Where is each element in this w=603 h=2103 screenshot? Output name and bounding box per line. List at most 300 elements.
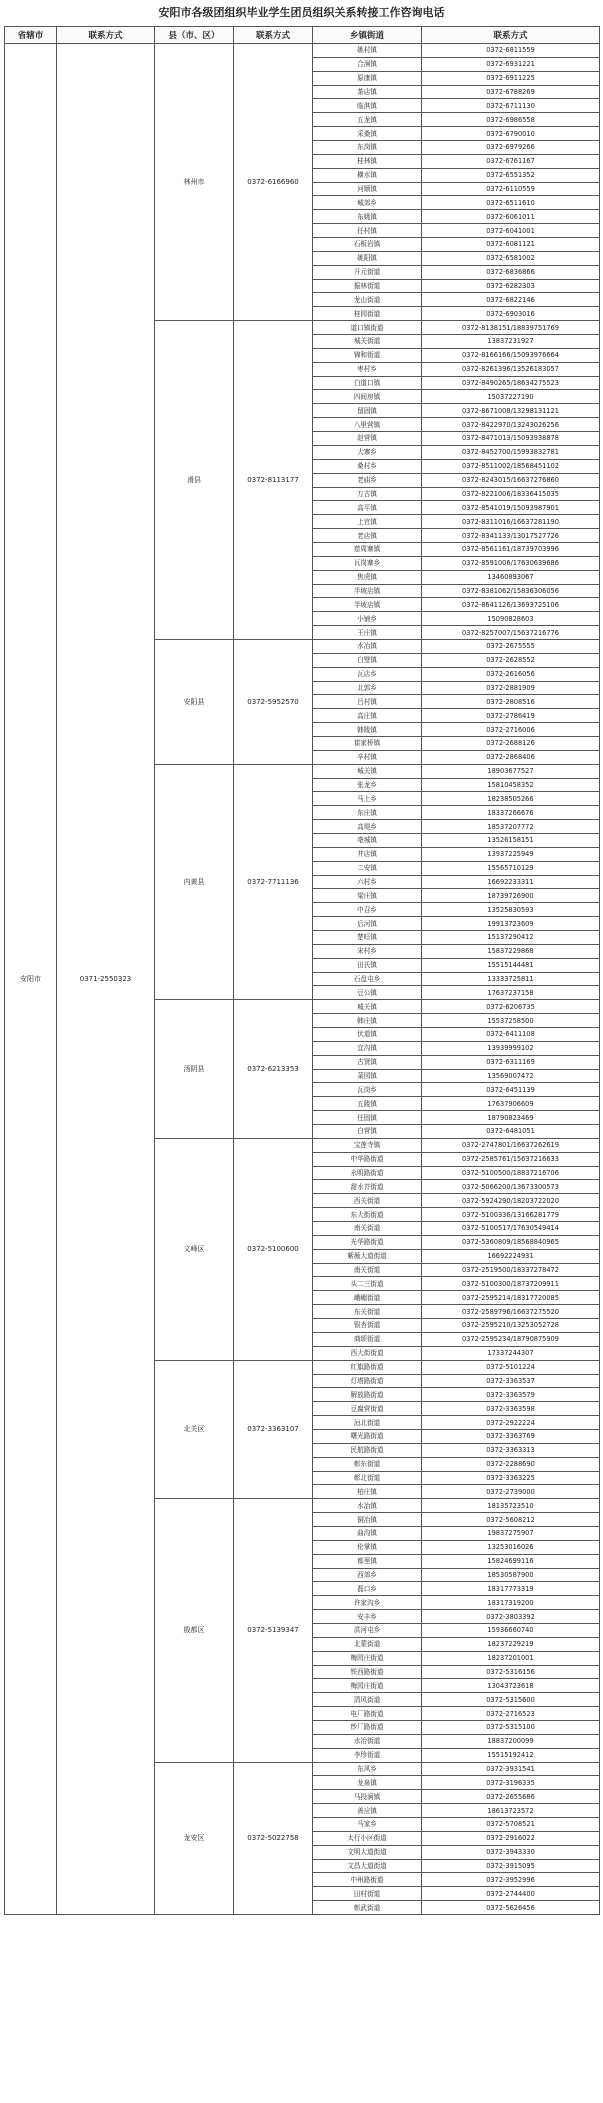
town-name: 都里镇 (313, 1554, 422, 1568)
town-phone: 0372-2595234/18790875909 (422, 1332, 600, 1346)
town-name: 宜沟镇 (313, 1041, 422, 1055)
town-name: 紫薇大道街道 (313, 1249, 422, 1263)
town-phone: 0372-2786419 (422, 709, 600, 723)
town-phone: 0372-2739000 (422, 1485, 600, 1499)
town-name: 东大街街道 (313, 1208, 422, 1222)
town-name: 水冶镇 (313, 639, 422, 653)
town-name: 高庄镇 (313, 709, 422, 723)
town-name: 水冶镇 (313, 1499, 422, 1513)
town-phone: 18613723572 (422, 1804, 600, 1818)
town-phone: 18317773319 (422, 1582, 600, 1596)
town-phone: 0372-6711130 (422, 99, 600, 113)
town-phone: 17337244307 (422, 1346, 600, 1360)
town-name: 南关街道 (313, 1263, 422, 1277)
town-phone: 13043723618 (422, 1679, 600, 1693)
town-phone: 18317319200 (422, 1596, 600, 1610)
town-phone: 0372-2288690 (422, 1457, 600, 1471)
town-name: 龙山街道 (313, 293, 422, 307)
town-name: 王庄镇 (313, 626, 422, 640)
county-name: 北关区 (155, 1360, 234, 1499)
town-phone: 0372-6790010 (422, 127, 600, 141)
county-phone: 0372-6213353 (234, 1000, 313, 1139)
town-name: 西关街道 (313, 1194, 422, 1208)
town-name: 梁庄镇 (313, 889, 422, 903)
town-name: 合涧镇 (313, 57, 422, 71)
town-name: 银杏街道 (313, 1319, 422, 1333)
city-phone: 0371-2550323 (57, 44, 155, 1915)
town-name: 头二三街道 (313, 1277, 422, 1291)
header-city-phone: 联系方式 (57, 27, 155, 44)
town-phone: 13526158151 (422, 833, 600, 847)
town-name: 马上乡 (313, 792, 422, 806)
town-name: 石板岩镇 (313, 238, 422, 252)
town-phone: 13333725811 (422, 972, 600, 986)
town-phone: 0372-2585761/15637216633 (422, 1152, 600, 1166)
town-name: 辛村镇 (313, 750, 422, 764)
town-name: 北郭乡 (313, 681, 422, 695)
town-name: 西大街街道 (313, 1346, 422, 1360)
town-phone: 0372-8422970/13243026256 (422, 418, 600, 432)
town-name: 白道口镇 (313, 376, 422, 390)
town-phone: 0372-8490265/18634275523 (422, 376, 600, 390)
town-name: 田氏镇 (313, 958, 422, 972)
town-phone: 0372-6551352 (422, 168, 600, 182)
town-phone: 0372-3363579 (422, 1388, 600, 1402)
county-name: 汤阴县 (155, 1000, 234, 1139)
town-phone: 0372-6911225 (422, 71, 600, 85)
town-name: 柏庄镇 (313, 1485, 422, 1499)
town-phone: 0372-8243015/16637276860 (422, 473, 600, 487)
town-name: 桂林镇 (313, 154, 422, 168)
town-name: 白璧镇 (313, 653, 422, 667)
town-phone: 15037227190 (422, 390, 600, 404)
town-phone: 0372-5708521 (422, 1818, 600, 1832)
town-name: 梅园庄街道 (313, 1679, 422, 1693)
town-phone: 18237229219 (422, 1637, 600, 1651)
town-phone: 0372-8261396/13526183057 (422, 362, 600, 376)
county-phone: 0372-5100600 (234, 1138, 313, 1360)
town-phone: 0372-2747801/16637262619 (422, 1138, 600, 1152)
town-phone: 18337266676 (422, 806, 600, 820)
town-name: 瓦岗乡 (313, 1083, 422, 1097)
town-name: 城关镇 (313, 764, 422, 778)
town-name: 红旗路街道 (313, 1360, 422, 1374)
town-phone: 0372-5924290/18203722020 (422, 1194, 600, 1208)
town-name: 半坡店镇 (313, 584, 422, 598)
town-phone: 0372-3196335 (422, 1776, 600, 1790)
town-name: 彰北街道 (313, 1471, 422, 1485)
header-city: 省辖市 (5, 27, 57, 44)
town-name: 锦和街道 (313, 348, 422, 362)
town-phone: 0372-8591006/17630639686 (422, 556, 600, 570)
town-name: 城郊乡 (313, 196, 422, 210)
town-name: 南关街道 (313, 1222, 422, 1236)
town-name: 任村镇 (313, 224, 422, 238)
town-name: 后河镇 (313, 917, 422, 931)
town-phone: 0372-2519500/18337278472 (422, 1263, 600, 1277)
town-phone: 13525830593 (422, 903, 600, 917)
town-phone: 0372-2716523 (422, 1707, 600, 1721)
town-phone: 17637237158 (422, 986, 600, 1000)
town-name: 四间房镇 (313, 390, 422, 404)
county-phone: 0372-7711136 (234, 764, 313, 1000)
town-name: 赵营镇 (313, 432, 422, 446)
town-name: 桑村乡 (313, 459, 422, 473)
town-name: 中华路街道 (313, 1152, 422, 1166)
town-name: 宋村乡 (313, 944, 422, 958)
town-name: 东岗镇 (313, 141, 422, 155)
table-row (5, 44, 600, 58)
town-name: 韩庄镇 (313, 1014, 422, 1028)
town-phone: 0372-6282303 (422, 279, 600, 293)
town-name: 慈周寨镇 (313, 542, 422, 556)
town-name: 白营镇 (313, 1125, 422, 1139)
town-phone: 15824699116 (422, 1554, 600, 1568)
town-name: 东姚镇 (313, 210, 422, 224)
town-phone: 13837231927 (422, 335, 600, 349)
town-name: 张龙乡 (313, 778, 422, 792)
town-name: 民航路街道 (313, 1443, 422, 1457)
town-name: 河顺镇 (313, 182, 422, 196)
town-name: 商颂街道 (313, 1332, 422, 1346)
town-phone: 0372-2881909 (422, 681, 600, 695)
town-phone: 0372-5360809/18568840965 (422, 1235, 600, 1249)
town-name: 水冶街道 (313, 1734, 422, 1748)
town-name: 清风街道 (313, 1693, 422, 1707)
county-name: 殷都区 (155, 1499, 234, 1762)
town-phone: 0372-8541019/15093987901 (422, 501, 600, 515)
town-name: 石盘屯乡 (313, 972, 422, 986)
town-phone: 0372-2808516 (422, 695, 600, 709)
town-name: 城关街道 (313, 335, 422, 349)
town-name: 姚村镇 (313, 44, 422, 58)
town-phone: 0372-6903016 (422, 307, 600, 321)
town-phone: 0372-8221006/18336415035 (422, 487, 600, 501)
town-phone: 0372-3363769 (422, 1429, 600, 1443)
town-name: 韩陵镇 (313, 723, 422, 737)
town-name: 楚旺镇 (313, 931, 422, 945)
town-phone: 15137290412 (422, 931, 600, 945)
town-name: 任固镇 (313, 1111, 422, 1125)
town-phone: 0372-2675555 (422, 639, 600, 653)
town-name: 井店镇 (313, 847, 422, 861)
town-name: 古贤镇 (313, 1055, 422, 1069)
town-phone: 18135723510 (422, 1499, 600, 1513)
contact-table (4, 26, 600, 1915)
town-phone: 0372-5626456 (422, 1901, 600, 1915)
town-phone: 0372-6581002 (422, 251, 600, 265)
town-phone: 0372-8471013/15093938878 (422, 432, 600, 446)
town-phone: 18537207772 (422, 820, 600, 834)
town-name: 八里营镇 (313, 418, 422, 432)
town-name: 中召乡 (313, 903, 422, 917)
town-name: 姚阳镇 (313, 251, 422, 265)
town-phone: 0372-6206735 (422, 1000, 600, 1014)
town-phone: 15565710129 (422, 861, 600, 875)
town-name: 峨嵋街道 (313, 1291, 422, 1305)
town-name: 东风乡 (313, 1762, 422, 1776)
town-name: 东关街道 (313, 1305, 422, 1319)
town-phone: 0372-8381062/15836306056 (422, 584, 600, 598)
town-name: 道口镇街道 (313, 321, 422, 335)
town-name: 六村乡 (313, 875, 422, 889)
town-phone: 18530587900 (422, 1568, 600, 1582)
town-name: 梅园庄街道 (313, 1651, 422, 1665)
town-phone: 0372-2868406 (422, 750, 600, 764)
town-phone: 0372-8452700/15993832781 (422, 445, 600, 459)
town-phone: 0372-6788269 (422, 85, 600, 99)
town-name: 半坡店镇 (313, 598, 422, 612)
county-phone: 0372-3363107 (234, 1360, 313, 1499)
town-name: 桂园街道 (313, 307, 422, 321)
header-county: 县（市、区） (155, 27, 234, 44)
town-name: 灯塔路街道 (313, 1374, 422, 1388)
town-phone: 0372-5066200/13673300573 (422, 1180, 600, 1194)
town-phone: 0372-6822146 (422, 293, 600, 307)
town-name: 大寨乡 (313, 445, 422, 459)
town-name: 吕村镇 (313, 695, 422, 709)
town-phone: 0372-6511610 (422, 196, 600, 210)
town-phone: 0372-3363537 (422, 1374, 600, 1388)
town-name: 中州路街道 (313, 1873, 422, 1887)
town-name: 瓦店乡 (313, 667, 422, 681)
town-name: 振林街道 (313, 279, 422, 293)
town-name: 开元街道 (313, 265, 422, 279)
town-phone: 0372-8257007/15637216776 (422, 626, 600, 640)
town-phone: 0372-8311016/16637281190 (422, 515, 600, 529)
county-phone: 0372-6166960 (234, 44, 313, 321)
town-phone: 0372-8561161/18739703996 (422, 542, 600, 556)
town-phone: 0372-5100300/18737209911 (422, 1277, 600, 1291)
town-phone: 0372-2655686 (422, 1790, 600, 1804)
town-phone: 0372-6979266 (422, 141, 600, 155)
town-name: 豆腐营街道 (313, 1402, 422, 1416)
town-name: 马家乡 (313, 1818, 422, 1832)
town-name: 上官镇 (313, 515, 422, 529)
town-phone: 0372-8671008/13298131121 (422, 404, 600, 418)
town-name: 彰武街道 (313, 1901, 422, 1915)
town-phone: 0372-8511002/18568451102 (422, 459, 600, 473)
town-phone: 16692224931 (422, 1249, 600, 1263)
county-phone: 0372-5022758 (234, 1762, 313, 1914)
town-name: 铜冶镇 (313, 1513, 422, 1527)
town-phone: 0372-2628552 (422, 653, 600, 667)
town-name: 文昌大道街道 (313, 1859, 422, 1873)
town-phone: 16692233311 (422, 875, 600, 889)
town-phone: 0372-6061011 (422, 210, 600, 224)
page-title: 安阳市各级团组织毕业学生团员组织关系转接工作咨询电话 (158, 6, 445, 19)
town-name: 北蒙街道 (313, 1637, 422, 1651)
town-phone: 0372-8641126/13693725106 (422, 598, 600, 612)
town-name: 曙光路街道 (313, 1429, 422, 1443)
town-phone: 0372-3363598 (422, 1402, 600, 1416)
town-phone: 0372-6110559 (422, 182, 600, 196)
town-name: 临淇镇 (313, 99, 422, 113)
town-name: 原康镇 (313, 71, 422, 85)
town-phone: 13939999102 (422, 1041, 600, 1055)
town-name: 电厂路街道 (313, 1707, 422, 1721)
town-phone: 0372-8138151/18839751769 (422, 321, 600, 335)
county-name: 安阳县 (155, 639, 234, 764)
town-name: 纱厂路街道 (313, 1720, 422, 1734)
town-name: 龙泉镇 (313, 1776, 422, 1790)
town-name: 解放路街道 (313, 1388, 422, 1402)
town-name: 铁西路街道 (313, 1665, 422, 1679)
town-name: 文明大道街道 (313, 1845, 422, 1859)
town-phone: 15515144481 (422, 958, 600, 972)
town-phone: 0372-2688126 (422, 736, 600, 750)
town-phone: 0372-2922224 (422, 1416, 600, 1430)
town-phone: 0372-3952996 (422, 1873, 600, 1887)
town-phone: 0372-6411108 (422, 1028, 600, 1042)
town-name: 崔家桥镇 (313, 736, 422, 750)
county-name: 内黄县 (155, 764, 234, 1000)
town-name: 伏道镇 (313, 1028, 422, 1042)
town-phone: 0372-2616056 (422, 667, 600, 681)
city-name: 安阳市 (5, 44, 57, 1915)
town-phone: 0372-2589796/16637275520 (422, 1305, 600, 1319)
town-name: 豆公镇 (313, 986, 422, 1000)
town-name: 彰东街道 (313, 1457, 422, 1471)
town-phone: 0372-3931541 (422, 1762, 600, 1776)
header-county-phone: 联系方式 (234, 27, 313, 44)
town-phone: 0372-5315100 (422, 1720, 600, 1734)
town-name: 马投涧镇 (313, 1790, 422, 1804)
town-name: 光华路街道 (313, 1235, 422, 1249)
town-phone: 0372-3915095 (422, 1859, 600, 1873)
town-name: 老店镇 (313, 529, 422, 543)
town-phone: 18790823469 (422, 1111, 600, 1125)
town-phone: 0372-6836866 (422, 265, 600, 279)
town-phone: 0372-6811559 (422, 44, 600, 58)
town-name: 横水镇 (313, 168, 422, 182)
town-name: 菜园镇 (313, 1069, 422, 1083)
town-phone: 0372-2716006 (422, 723, 600, 737)
county-phone: 0372-8113177 (234, 321, 313, 640)
town-name: 枣村乡 (313, 362, 422, 376)
town-phone: 0372-6986558 (422, 113, 600, 127)
town-name: 洹北街道 (313, 1416, 422, 1430)
town-name: 田村街道 (313, 1887, 422, 1901)
town-phone: 0372-6041001 (422, 224, 600, 238)
town-name: 留固镇 (313, 404, 422, 418)
town-phone: 0372-5101224 (422, 1360, 600, 1374)
town-name: 茶店镇 (313, 85, 422, 99)
town-phone: 13569007472 (422, 1069, 600, 1083)
town-name: 老庙乡 (313, 473, 422, 487)
town-phone: 0372-2916022 (422, 1831, 600, 1845)
town-phone: 13253016026 (422, 1540, 600, 1554)
town-phone: 0372-8166166/15093976664 (422, 348, 600, 362)
town-name: 五陵镇 (313, 1097, 422, 1111)
town-phone: 19913723609 (422, 917, 600, 931)
town-phone: 0372-6761167 (422, 154, 600, 168)
town-phone: 18238505266 (422, 792, 600, 806)
town-phone: 19837275907 (422, 1526, 600, 1540)
town-phone: 18903677527 (422, 764, 600, 778)
header-row (5, 27, 600, 44)
town-phone: 0372-8341133/13017527726 (422, 529, 600, 543)
town-name: 高堤乡 (313, 820, 422, 834)
town-name: 小铺乡 (313, 612, 422, 626)
town-phone: 17637906609 (422, 1097, 600, 1111)
town-name: 甜水井街道 (313, 1180, 422, 1194)
town-name: 洪河屯乡 (313, 1623, 422, 1637)
town-name: 城关镇 (313, 1000, 422, 1014)
town-phone: 13460893067 (422, 570, 600, 584)
town-phone: 0372-5315600 (422, 1693, 600, 1707)
town-name: 高平镇 (313, 501, 422, 515)
town-phone: 18837200099 (422, 1734, 600, 1748)
town-name: 采桑镇 (313, 127, 422, 141)
town-phone: 0372-2744400 (422, 1887, 600, 1901)
town-name: 宝莲寺镇 (313, 1138, 422, 1152)
town-phone: 18237201001 (422, 1651, 600, 1665)
town-phone: 0372-6311169 (422, 1055, 600, 1069)
town-name: 许家沟乡 (313, 1596, 422, 1610)
town-phone: 0372-5100500/18837216706 (422, 1166, 600, 1180)
town-phone: 13937225949 (422, 847, 600, 861)
header-town-phone: 联系方式 (422, 27, 600, 44)
town-phone: 0372-5100517/17630549414 (422, 1222, 600, 1236)
town-name: 李珍街道 (313, 1748, 422, 1762)
town-name: 焦虎镇 (313, 570, 422, 584)
town-phone: 15090828603 (422, 612, 600, 626)
table-body (5, 44, 600, 1915)
town-name: 万古镇 (313, 487, 422, 501)
town-name: 东庄镇 (313, 806, 422, 820)
town-name: 太行小区街道 (313, 1831, 422, 1845)
county-phone: 0372-5139347 (234, 1499, 313, 1762)
county-name: 文峰区 (155, 1138, 234, 1360)
town-name: 亳城镇 (313, 833, 422, 847)
town-phone: 15515192412 (422, 1748, 600, 1762)
town-phone: 0372-6931221 (422, 57, 600, 71)
town-phone: 0372-3363313 (422, 1443, 600, 1457)
town-name: 瓦岗寨乡 (313, 556, 422, 570)
county-name: 林州市 (155, 44, 234, 321)
town-name: 善应镇 (313, 1804, 422, 1818)
county-name: 龙安区 (155, 1762, 234, 1914)
county-name: 滑县 (155, 321, 234, 640)
town-phone: 0372-5608212 (422, 1513, 600, 1527)
header-town: 乡镇街道 (313, 27, 422, 44)
town-name: 西郊乡 (313, 1568, 422, 1582)
town-phone: 15537258500 (422, 1014, 600, 1028)
town-phone: 0372-5316156 (422, 1665, 600, 1679)
town-name: 二安镇 (313, 861, 422, 875)
town-phone: 0372-2595214/18317720085 (422, 1291, 600, 1305)
town-phone: 0372-3943330 (422, 1845, 600, 1859)
town-phone: 15936660740 (422, 1623, 600, 1637)
town-name: 曲沟镇 (313, 1526, 422, 1540)
town-phone: 0372-6081121 (422, 238, 600, 252)
town-phone: 15810458352 (422, 778, 600, 792)
county-phone: 0372-5952570 (234, 639, 313, 764)
town-phone: 0372-6451139 (422, 1083, 600, 1097)
town-phone: 15837229868 (422, 944, 600, 958)
town-phone: 18739726900 (422, 889, 600, 903)
town-phone: 0372-6481051 (422, 1125, 600, 1139)
town-name: 永明路街道 (313, 1166, 422, 1180)
town-name: 伦掌镇 (313, 1540, 422, 1554)
town-name: 五龙镇 (313, 113, 422, 127)
town-phone: 0372-3363225 (422, 1471, 600, 1485)
town-name: 磊口乡 (313, 1582, 422, 1596)
town-name: 安丰乡 (313, 1610, 422, 1624)
town-phone: 0372-3803392 (422, 1610, 600, 1624)
town-phone: 0372-2595210/13253052728 (422, 1319, 600, 1333)
